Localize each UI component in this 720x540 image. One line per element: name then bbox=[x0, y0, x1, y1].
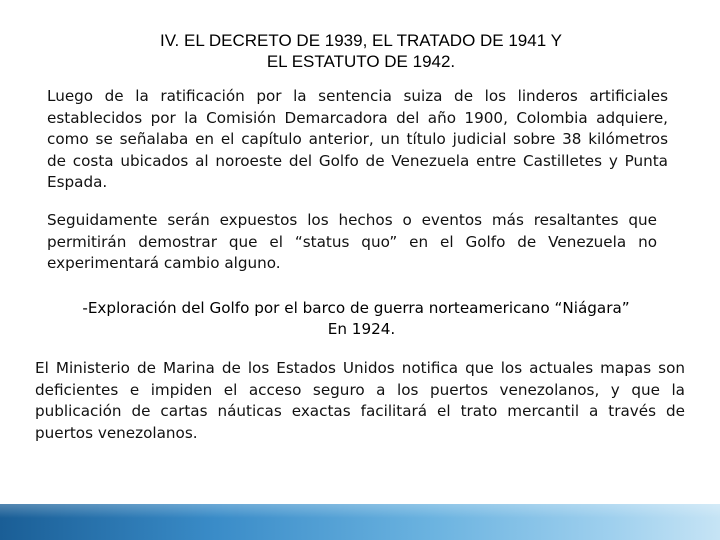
section-heading-line1: IV. EL DECRETO DE 1939, EL TRATADO DE 1941 Y bbox=[160, 31, 562, 50]
section-heading bbox=[0, 30, 720, 72]
paragraph-status-quo: Seguidamente serán expuestos los hechos o eventos más resaltantes que permitirán demostrar que el “status quo” en el Golfo de Venezuela no experimentará cambio alguno. bbox=[47, 211, 657, 273]
paragraph-ratification: Luego de la ratificación por la sentencia suiza de los linderos artificiales establecidos por la Comisión Demarcadora del año 1900, Colombia adquiere, como se señalaba en el capítulo anterior, un título judicial sobre 38 kilómetros de costa ubicados al noroeste del Golfo de Venezuela entre Castilletes y Punta Espada. bbox=[47, 87, 668, 192]
section-heading-line2: EL ESTATUTO DE 1942. bbox=[266, 52, 456, 71]
subheading-line2: En 1924. bbox=[327, 320, 396, 338]
subheading-niagara bbox=[0, 298, 720, 340]
footer-band-highlight bbox=[0, 504, 720, 518]
footer-decorative-band bbox=[0, 504, 720, 540]
paragraph-navy-ministry: El Ministerio de Marina de los Estados Unidos notifica que los actuales mapas son deficientes e impiden el acceso seguro a los puertos venezolanos, y que la publicación de cartas náuticas exactas facilitará el trato mercantil a través de puertos venezolanos. bbox=[35, 359, 685, 442]
subheading-line1: -Exploración del Golfo por el barco de guerra norteamericano “Niágara” bbox=[82, 299, 630, 317]
